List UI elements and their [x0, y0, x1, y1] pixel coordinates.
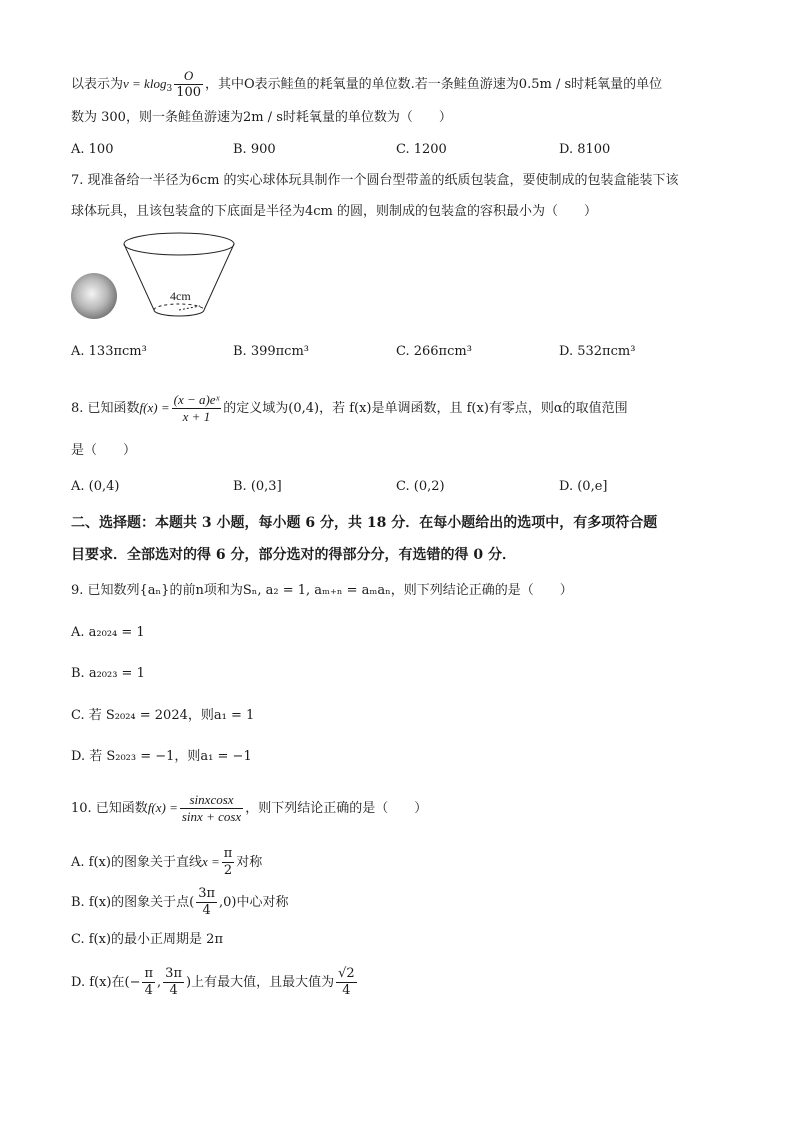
q7-option-c: C. 266πcm³	[396, 344, 472, 359]
q6-formula-num: O	[174, 68, 203, 85]
q10-optB-num: 3π	[198, 886, 216, 901]
q8-option-d: D. (0,e]	[559, 479, 608, 494]
q10-pre: 10. 已知函数	[71, 801, 148, 816]
q9-stem: 9. 已知数列{aₙ}的前n项和为Sₙ, a₂ = 1, aₘ₊ₙ = aₘaₙ，则下列结论正确的是（ ）	[71, 583, 573, 598]
q10-optD-d1: 4	[144, 983, 153, 998]
q7-line2: 球体玩具，且该包装盒的下底面是半径为4cm 的圆，则制成的包装盒的容积最小为（ ）	[71, 204, 598, 219]
q10-optA-frac	[222, 846, 235, 879]
q8-post: 的定义域为(0,4)，若 f(x)是单调函数，且 f(x)有零点，则α的取值范围	[223, 401, 628, 416]
q9-option-b: B. a₂₀₂₃ = 1	[71, 666, 145, 681]
q10-optD-frac2	[163, 966, 184, 999]
q10-optB-pre: B. f(x)的图象关于点(	[71, 895, 195, 910]
q8-option-a: A. (0,4)	[71, 479, 120, 494]
sphere-toy	[71, 273, 117, 319]
q6-line2: 数为 300，则一条鲑鱼游速为2m / s时耗氧量的单位数为（ ）	[71, 110, 452, 125]
q8-option-c: C. (0,2)	[396, 479, 445, 494]
q10-optD-n1: π	[144, 966, 154, 981]
q7-option-a: A. 133πcm³	[71, 344, 147, 359]
q6-line1	[71, 68, 662, 101]
q6-line1-post: ，其中O表示鲑鱼的耗氧量的单位数.若一条鲑鱼游速为0.5m / s时耗氧量的单位	[205, 77, 663, 92]
section2-line2: 目要求．全部选对的得 6 分，部分选对的得部分分，有选错的得 0 分．	[71, 547, 516, 563]
q6-option-d: D. 8100	[559, 142, 611, 157]
q10-option-a	[71, 846, 262, 879]
q8-pre: 8. 已知函数	[71, 401, 140, 416]
q10-optD-d2: 4	[169, 983, 178, 998]
frustum-box	[124, 233, 234, 316]
q10-func: f(x) =	[147, 800, 178, 815]
q8-line1	[71, 392, 628, 425]
q8-line2: 是（ ）	[71, 443, 137, 458]
q8-func: f(x) =	[139, 400, 170, 415]
q10-optB-frac	[196, 886, 217, 919]
q9-option-d: D. 若 S₂₀₂₃ = −1，则a₁ = −1	[71, 749, 252, 764]
q10-optA-num: π	[223, 846, 233, 861]
q10-optD-frac3	[336, 966, 357, 999]
q8-fraction	[172, 392, 222, 425]
q10-optA-den: 2	[223, 863, 233, 878]
q7-figure	[68, 232, 248, 332]
q10-fraction	[180, 792, 243, 825]
q10-optB-post: ,0)中心对称	[219, 895, 289, 910]
q8-den: x + 1	[182, 409, 211, 424]
q6-option-b: B. 900	[233, 142, 276, 157]
q7-option-b: B. 399πcm³	[233, 344, 309, 359]
q10-num: sinxcosx	[180, 792, 243, 809]
q6-formula-lhs: v = klog	[123, 76, 167, 91]
q10-optB-den: 4	[202, 903, 211, 918]
q10-option-c: C. f(x)的最小正周期是 2π	[71, 932, 223, 947]
q10-optD-n3: √2	[338, 966, 355, 981]
frustum-radius-label: 4cm	[170, 289, 191, 303]
q10-optD-mid: ,	[157, 975, 162, 990]
q6-option-a: A. 100	[71, 142, 114, 157]
q10-optA-post: 对称	[236, 855, 263, 870]
q7-line1: 7. 现准备给一半径为6cm 的实心球体玩具制作一个圆台型带盖的纸质包装盒，要使制成的包装盒能装下该	[71, 173, 679, 188]
q8-num: (x − a)eˣ	[173, 392, 220, 407]
q8-option-b: B. (0,3]	[233, 479, 282, 494]
q6-option-c: C. 1200	[396, 142, 447, 157]
section2-line1: 二、选择题：本题共 3 小题，每小题 6 分，共 18 分．在每小题给出的选项中，有多项符合题	[71, 515, 658, 531]
q10-optD-post: )上有最大值，且最大值为	[186, 975, 335, 990]
q10-post: ，则下列结论正确的是（ ）	[245, 801, 428, 816]
q10-optA-eq: x =	[201, 854, 220, 869]
q10-optD-frac1	[142, 966, 155, 999]
q6-line1-pre: 以表示为	[71, 77, 124, 92]
q10-optD-pre: D. f(x)在(−	[71, 975, 141, 990]
q10-den: sinx + cosx	[181, 809, 242, 824]
q6-formula-fraction	[174, 68, 203, 101]
q6-formula-base: 3	[166, 84, 173, 94]
q10-option-d	[71, 966, 359, 999]
q10-optA-pre: A. f(x)的图象关于直线	[71, 855, 202, 870]
q10-optD-n2: 3π	[165, 966, 182, 981]
q9-option-a: A. a₂₀₂₄ = 1	[71, 625, 145, 640]
q10-optD-d3: 4	[342, 983, 351, 998]
q6-formula-den: 100	[176, 85, 202, 100]
q10-option-b	[71, 886, 289, 919]
q7-option-d: D. 532πcm³	[559, 344, 636, 359]
q9-option-c: C. 若 S₂₀₂₄ = 2024，则a₁ = 1	[71, 708, 255, 723]
q10-stem	[71, 792, 427, 825]
